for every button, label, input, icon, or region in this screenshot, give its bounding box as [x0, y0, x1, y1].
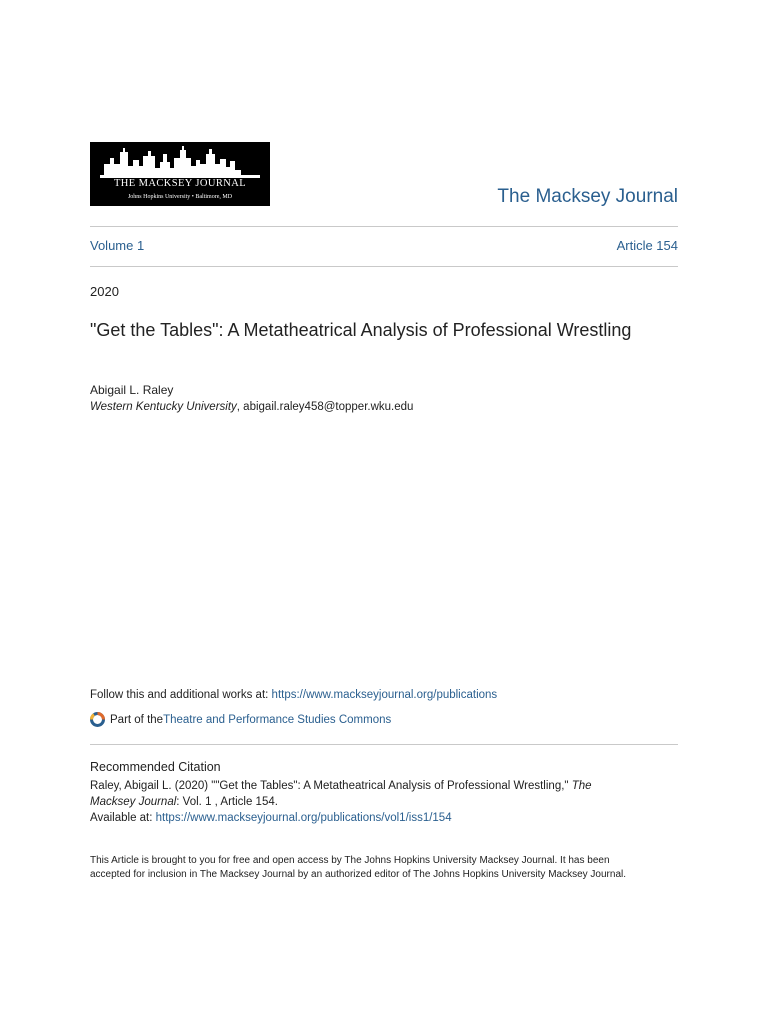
part-of-label: Part of the [110, 713, 164, 726]
logo-title: THE MACKSEY JOURNAL [113, 178, 247, 189]
citation-journal-part2: Macksey Journal [90, 796, 177, 808]
author-affiliation [90, 401, 413, 413]
follow-line [90, 689, 497, 701]
article-title: "Get the Tables": A Metatheatrical Analysis of Professional Wrestling [90, 320, 632, 340]
access-notice: This Article is brought to you for free and open access by The Johns Hopkins University Macksey Journal. It has been accepted for inclusion in The Macksey Journal by an authorized editor of The Johns Hopkins University Macksey Journal. [90, 855, 627, 880]
top-divider [90, 226, 678, 227]
citation-divider [90, 744, 678, 745]
citation-heading: Recommended Citation [90, 760, 221, 774]
citation-line: Raley, Abigail L. (2020) ""Get the Tables": A Metatheatrical Analysis of Professional Wrestling," [90, 780, 572, 792]
author-name: Abigail L. Raley [90, 383, 174, 397]
author-email: , abigail.raley458@topper.wku.edu [236, 401, 414, 413]
citation-journal-part1: The [571, 780, 592, 792]
affiliation-name: Western Kentucky University [90, 401, 237, 413]
available-label: Available at: [90, 812, 156, 824]
citation-volume: : Vol. 1 , Article 154. [176, 796, 278, 808]
volume-link[interactable]: Volume 1 [90, 238, 145, 253]
logo-subtitle: Johns Hopkins University • Baltimore, MD [127, 194, 233, 200]
available-url-link[interactable]: https://www.mackseyjournal.org/publications/vol1/iss1/154 [155, 812, 452, 824]
article-link[interactable]: Article 154 [616, 238, 678, 253]
skyline-icon [90, 142, 270, 178]
header-divider [90, 266, 678, 267]
journal-logo[interactable] [90, 142, 270, 206]
commons-icon [90, 712, 105, 727]
follow-url-link[interactable]: https://www.mackseyjournal.org/publications [271, 689, 498, 701]
citation-text [90, 778, 650, 826]
publication-year: 2020 [90, 284, 119, 299]
commons-link[interactable]: Theatre and Performance Studies Commons [163, 713, 392, 726]
part-of-line [90, 712, 391, 727]
follow-label: Follow this and additional works at: [90, 689, 272, 701]
journal-name-link[interactable]: The Macksey Journal [497, 186, 678, 207]
